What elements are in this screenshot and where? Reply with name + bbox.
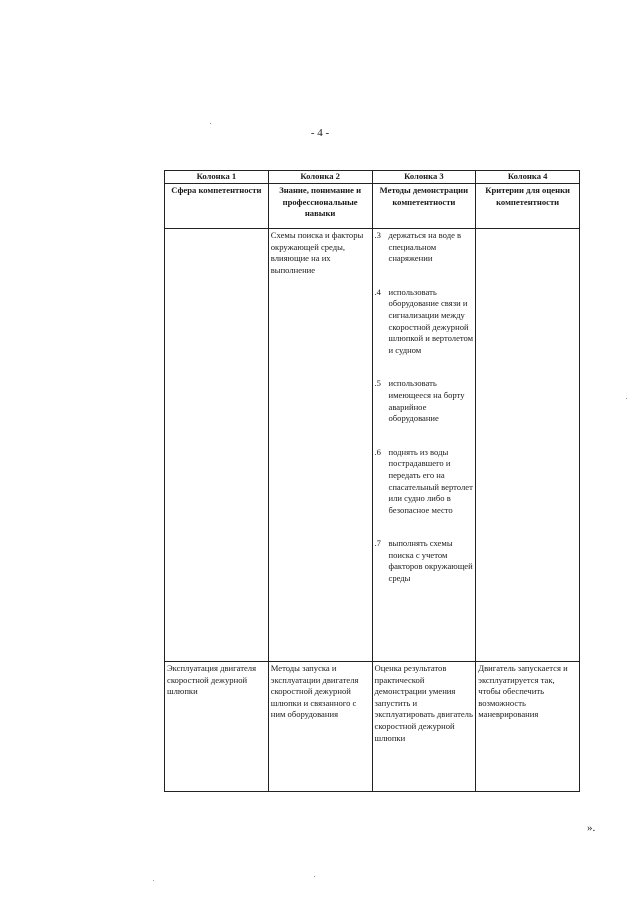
column-number-1: Колонка 1: [165, 171, 269, 184]
scan-speck: [314, 876, 315, 877]
column-number-3: Колонка 3: [372, 171, 476, 184]
closing-quote-mark: ».: [587, 822, 596, 834]
row2-knowledge-cell: Методы запуска и эксплуатации двигателя скоростной дежурной шлюпки и связанного с ним оборудования: [268, 662, 372, 792]
column-number-2: Колонка 2: [268, 171, 372, 184]
table-row: [165, 229, 580, 662]
column-number-4: Колонка 4: [476, 171, 580, 184]
table-row: [165, 662, 580, 792]
header-methods: Методы демонстрации компетентности: [372, 184, 476, 229]
page-number: - 4 -: [310, 127, 330, 139]
method-number: .7: [374, 538, 381, 549]
column-header-row: [165, 184, 580, 229]
header-competence: Сфера компетентности: [165, 184, 269, 229]
method-number: .6: [374, 446, 381, 457]
scan-speck: [626, 398, 627, 399]
row1-knowledge-cell: Схемы поиска и факторы окружающей среды, влияющие на их выполнение: [268, 229, 372, 662]
method-text: использовать оборудование связи и сигнализации между скоростной дежурной шлюпкой и вертолетом и судном: [388, 286, 474, 355]
header-criteria: Критерии для оценки компетентности: [476, 184, 580, 229]
column-number-row: [165, 171, 580, 184]
scan-speck: [153, 880, 154, 881]
method-item: [375, 230, 474, 265]
row1-competence-cell: [165, 229, 269, 662]
method-item: [375, 287, 474, 357]
row2-competence-cell: Эксплуатация двигателя скоростной дежурной шлюпки: [165, 662, 269, 792]
method-number: .4: [374, 286, 381, 297]
scan-speck: [210, 123, 211, 124]
row1-methods-cell: [372, 229, 476, 662]
method-text: выполнять схемы поиска с учетом факторов окружающей среды: [388, 538, 473, 584]
method-text: использовать имеющееся на борту аварийное оборудование: [388, 378, 465, 424]
header-knowledge: Знание, понимание и профессиональные навыки: [268, 184, 372, 229]
method-item: [375, 447, 474, 517]
row1-criteria-cell: [476, 229, 580, 662]
method-item: [375, 538, 474, 584]
method-item: [375, 378, 474, 424]
method-number: .3: [374, 230, 381, 240]
method-text: держаться на воде в специальном снаряжении: [388, 230, 462, 264]
method-number: .5: [374, 378, 381, 389]
competence-table: [164, 170, 580, 792]
method-text: поднять из воды пострадавшего и передать его на спасательный вертолет или судно либо в безопасное место: [388, 446, 473, 515]
row2-methods-cell: Оценка результатов практической демонстрации умения запустить и эксплуатировать двигатель скоростной дежурной шлюпки: [372, 662, 476, 792]
row2-criteria-cell: Двигатель запускается и эксплуатируется так, чтобы обеспечить возможность маневрирования: [476, 662, 580, 792]
